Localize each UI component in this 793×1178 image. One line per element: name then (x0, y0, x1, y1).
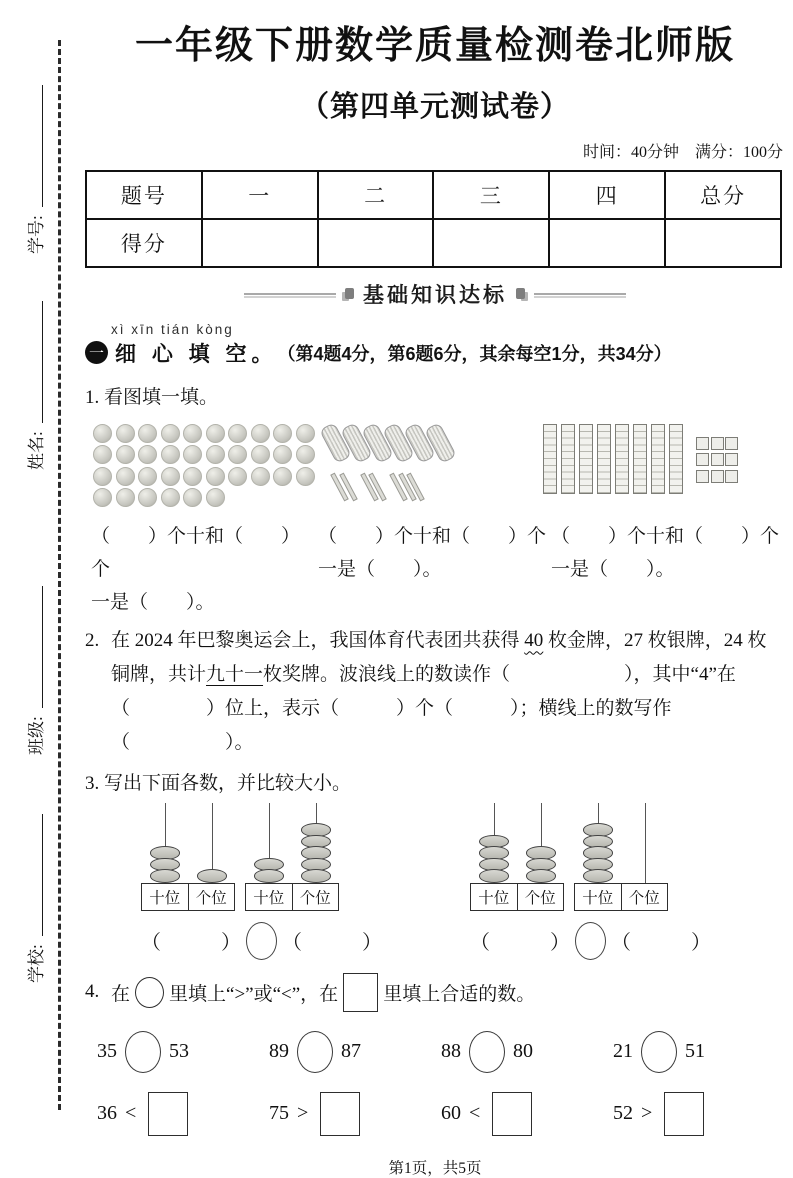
question-4-square-row (85, 1092, 785, 1136)
loose-sticks-row (337, 472, 449, 502)
number-box-blank[interactable] (492, 1092, 532, 1136)
counting-bead (228, 424, 247, 443)
comparison-circle-blank[interactable] (575, 922, 606, 960)
fold-line (58, 40, 61, 1110)
place-value-box (245, 883, 339, 911)
tens-rod (579, 424, 593, 494)
left-number: 35 (97, 1040, 117, 1063)
square-fill-item (269, 1092, 441, 1136)
counting-bead (161, 488, 180, 507)
q1-answer-line-1: （ ）个十和（ ）个 (551, 525, 780, 547)
loose-stick-group (396, 472, 418, 502)
question-4-text (111, 973, 535, 1012)
circle-comparison-item (97, 1031, 269, 1073)
beads-picture (93, 424, 315, 510)
class-label: 班级: (26, 716, 46, 755)
number-box-blank[interactable] (148, 1092, 188, 1136)
number-box-blank[interactable] (664, 1092, 704, 1136)
name-write-line[interactable] (26, 301, 43, 423)
question-2-text (111, 624, 785, 760)
square-blank (343, 973, 378, 1012)
unit-cube (696, 453, 709, 466)
abacus-group (470, 803, 711, 960)
unit-cube (711, 470, 724, 483)
bead-row (93, 424, 315, 443)
abacus-rods (470, 803, 564, 883)
student-id-label: 学号: (26, 215, 46, 254)
tens-rods-row (543, 424, 683, 494)
sidebar-field-school (21, 803, 47, 983)
score-col-2: 二 (318, 171, 434, 219)
left-number: 52 (613, 1102, 633, 1125)
unit-cube (696, 437, 709, 450)
comparison-circle-blank[interactable] (297, 1031, 333, 1073)
tens-place-label: 十位 (575, 884, 622, 910)
counting-bead (93, 488, 112, 507)
q1-answer-line-2: 一是（ ）。 (91, 591, 215, 613)
exam-meta: 时间：40分钟 满分：100分 (582, 143, 783, 161)
abacus-bead (197, 869, 227, 883)
q1-answer-line-1: （ ）个十和（ ）个 (91, 525, 301, 580)
answer-blank-parens: （ ） (611, 932, 711, 955)
ones-place-label: 个位 (524, 889, 556, 907)
counting-bead (206, 424, 225, 443)
counting-bead (296, 445, 315, 464)
abacus-ones-rod (522, 803, 560, 883)
counting-bead (273, 467, 292, 486)
counting-bead (138, 424, 157, 443)
q2-text-segment: 在 2024 年巴黎奥运会上，我国体育代表团共获得 (111, 629, 525, 651)
score-cell-blank[interactable] (665, 219, 781, 267)
abacus-ones-rod (193, 803, 231, 883)
counting-bead (273, 445, 292, 464)
q4-heading-text: 里填上合适的数。 (383, 983, 536, 1005)
score-cell-blank[interactable] (433, 219, 549, 267)
school-write-line[interactable] (26, 814, 43, 936)
abacus-rods (574, 803, 668, 883)
counting-bead (116, 467, 135, 486)
abacus-bead (583, 869, 613, 883)
counting-bead (183, 467, 202, 486)
comparison-circle-blank[interactable] (469, 1031, 505, 1073)
abacus-ones-rod (626, 803, 664, 883)
counting-bead (206, 488, 225, 507)
question-2 (85, 624, 785, 760)
counting-bead (183, 445, 202, 464)
question-2-number: 2. (85, 629, 100, 651)
abacus (470, 803, 564, 911)
tens-place-label: 十位 (246, 884, 293, 910)
tens-place-label: 十位 (142, 884, 189, 910)
page-subtitle: （第四单元测试卷） (299, 90, 570, 123)
question-4-circle-row (85, 1031, 785, 1073)
section-title: 细 心 填 空。 (115, 342, 278, 366)
comparison-answer-row (141, 922, 382, 960)
comparison-circle-blank[interactable] (641, 1031, 677, 1073)
right-number: 80 (513, 1040, 533, 1063)
counting-bead (161, 467, 180, 486)
counting-bead (206, 467, 225, 486)
counting-bead (273, 424, 292, 443)
sidebar-field-class (21, 575, 47, 755)
question-3-number: 3. (85, 772, 100, 794)
ones-place-label: 个位 (628, 889, 660, 907)
question-1-heading (85, 382, 785, 409)
banner-ornament-left (345, 288, 354, 299)
comparison-operator: < (125, 1102, 137, 1125)
loose-stick-group (367, 472, 381, 502)
abacus (141, 803, 235, 911)
question-3-heading (85, 768, 785, 795)
score-table-score-row (86, 219, 781, 267)
section-1-heading (85, 338, 785, 368)
unit-cube (725, 437, 738, 450)
abacus-tens-rod (579, 803, 617, 883)
unit-cube (711, 453, 724, 466)
circle-blank (135, 977, 164, 1008)
left-number: 75 (269, 1102, 289, 1125)
counting-bead (228, 467, 247, 486)
q1-answer-line-2: 一是（ ）。 (551, 558, 675, 580)
question-3-abacus-area (85, 803, 785, 960)
class-write-line[interactable] (26, 586, 43, 708)
loose-stick-group (337, 472, 351, 502)
answer-blank-parens: （ ） (282, 932, 382, 955)
question-4-number: 4. (85, 981, 100, 1003)
counting-bead (93, 424, 112, 443)
abacus-tens-rod (250, 803, 288, 883)
abacus-bead (526, 869, 556, 883)
sticks-picture (327, 424, 449, 502)
abacus-rods (245, 803, 339, 883)
counting-bead (93, 467, 112, 486)
counting-bead (228, 445, 247, 464)
counting-bead (93, 445, 112, 464)
place-value-box (574, 883, 668, 911)
section-pinyin: xì xīn tián kòng (111, 321, 234, 337)
comparison-circle-blank[interactable] (125, 1031, 161, 1073)
right-number: 87 (341, 1040, 361, 1063)
circle-comparison-item (269, 1031, 441, 1073)
q1-answer-line-2: 一是（ ）。 (318, 558, 442, 580)
ones-place-label: 个位 (195, 889, 227, 907)
ones-place-label: 个位 (299, 889, 331, 907)
q2-text-segment: 枚奖牌。波浪线上的数读作（ ），其中“4”在（ ）位上，表示（ ）个（ ）；横线上的数写作（ ）。 (111, 663, 736, 753)
school-label: 学校: (26, 944, 46, 983)
number-box-blank[interactable] (320, 1092, 360, 1136)
q4-heading-text: 在 (111, 983, 131, 1005)
bead-row (93, 445, 315, 464)
q1-answer-column (551, 520, 784, 619)
bead-row (93, 488, 315, 507)
abacus-rods (141, 803, 235, 883)
score-cell-blank[interactable] (202, 219, 318, 267)
abacus (574, 803, 668, 911)
banner-ornament-right (516, 288, 525, 299)
comparison-operator: > (641, 1102, 653, 1125)
counting-bead (161, 424, 180, 443)
left-number: 60 (441, 1102, 461, 1125)
unit-cubes-grid (696, 437, 736, 483)
counting-bead (183, 424, 202, 443)
score-col-total: 总分 (665, 171, 781, 219)
comparison-operator: > (297, 1102, 309, 1125)
circle-comparison-item (613, 1031, 785, 1073)
counting-bead (206, 445, 225, 464)
square-fill-item (613, 1092, 785, 1136)
question-1-pictures (85, 422, 785, 510)
left-number: 89 (269, 1040, 289, 1063)
base-ten-blocks-picture (543, 424, 736, 494)
bead-row (93, 467, 315, 486)
main-content (85, 0, 785, 1178)
counting-bead (251, 467, 270, 486)
score-table (85, 170, 782, 268)
square-fill-item (97, 1092, 269, 1136)
q4-heading-text: 里填上“>”或“<”，在 (169, 983, 339, 1005)
section-banner (85, 279, 785, 309)
score-col-4: 四 (549, 171, 665, 219)
counting-bead (251, 445, 270, 464)
square-fill-item (441, 1092, 613, 1136)
score-table-corner: 题号 (86, 171, 202, 219)
right-number: 53 (169, 1040, 189, 1063)
q1-answer-column (318, 520, 551, 619)
tens-rod (597, 424, 611, 494)
tens-rod (651, 424, 665, 494)
unit-cube (725, 453, 738, 466)
comparison-answer-row (470, 922, 711, 960)
abacus-bead (301, 869, 331, 883)
question-1-text: 看图填一填。 (104, 386, 219, 408)
abacus-tens-rod (146, 803, 184, 883)
counting-bead (116, 424, 135, 443)
section-score-note: （第4题4分，第6题6分，其余每空1分，共34分） (277, 343, 672, 364)
sidebar-field-student-id (21, 74, 47, 254)
banner-line-right (534, 293, 626, 295)
counting-bead (138, 488, 157, 507)
score-table-header-row (86, 171, 781, 219)
abacus (245, 803, 339, 911)
tens-rod (669, 424, 683, 494)
question-1-answer-lines (85, 520, 785, 619)
left-number: 36 (97, 1102, 117, 1125)
score-col-3: 三 (433, 171, 549, 219)
banner-line-left (244, 293, 336, 295)
score-row-label: 得分 (86, 219, 202, 267)
tens-rod (633, 424, 647, 494)
counting-bead (183, 488, 202, 507)
counting-bead (116, 488, 135, 507)
unit-cube (725, 470, 738, 483)
tens-rod (615, 424, 629, 494)
unit-cube (711, 437, 724, 450)
q2-text-segment: 40 (524, 629, 544, 651)
student-id-write-line[interactable] (26, 85, 43, 207)
page-footer: 第1页，共5页 (388, 1159, 482, 1177)
sidebar-field-name (21, 290, 47, 470)
abacus-pair (141, 803, 382, 911)
abacus-tens-rod (475, 803, 513, 883)
comparison-circle-blank[interactable] (246, 922, 277, 960)
question-4-heading (85, 973, 785, 1012)
abacus-pair (470, 803, 711, 911)
tens-rod (561, 424, 575, 494)
score-col-1: 一 (202, 171, 318, 219)
abacus-ones-rod (297, 803, 335, 883)
abacus-bead (479, 869, 509, 883)
q2-text-segment: 枚金牌，27 枚银牌，24 枚铜牌，共计 (111, 629, 767, 685)
score-cell-blank[interactable] (549, 219, 665, 267)
question-1-number: 1. (85, 386, 100, 408)
counting-bead (138, 445, 157, 464)
left-number: 88 (441, 1040, 461, 1063)
abacus-bead (254, 869, 284, 883)
answer-blank-parens: （ ） (141, 932, 241, 955)
name-label: 姓名: (26, 431, 46, 470)
abacus-group (141, 803, 382, 960)
q1-answer-line-1: （ ）个十和（ ）个 (318, 525, 547, 547)
unit-cube (696, 470, 709, 483)
counting-bead (138, 467, 157, 486)
tens-rod (543, 424, 557, 494)
page-title: 一年级下册数学质量检测卷北师版 (134, 25, 735, 67)
q1-answer-column (85, 520, 318, 619)
counting-bead (161, 445, 180, 464)
circle-comparison-item (441, 1031, 613, 1073)
q2-text-segment: 九十一 (206, 663, 264, 685)
left-number: 21 (613, 1040, 633, 1063)
banner-title: 基础知识达标 (363, 283, 507, 307)
counting-bead (296, 424, 315, 443)
tens-place-label: 十位 (471, 884, 518, 910)
counting-bead (116, 445, 135, 464)
score-cell-blank[interactable] (318, 219, 434, 267)
stick-bundles-row (327, 424, 449, 462)
counting-bead (251, 424, 270, 443)
place-value-box (470, 883, 564, 911)
section-number-badge: 一 (85, 341, 108, 364)
answer-blank-parens: （ ） (470, 932, 570, 955)
abacus-bead (150, 869, 180, 883)
question-3-text: 写出下面各数，并比较大小。 (104, 772, 352, 794)
place-value-box (141, 883, 235, 911)
right-number: 51 (685, 1040, 705, 1063)
counting-bead (296, 467, 315, 486)
comparison-operator: < (469, 1102, 481, 1125)
